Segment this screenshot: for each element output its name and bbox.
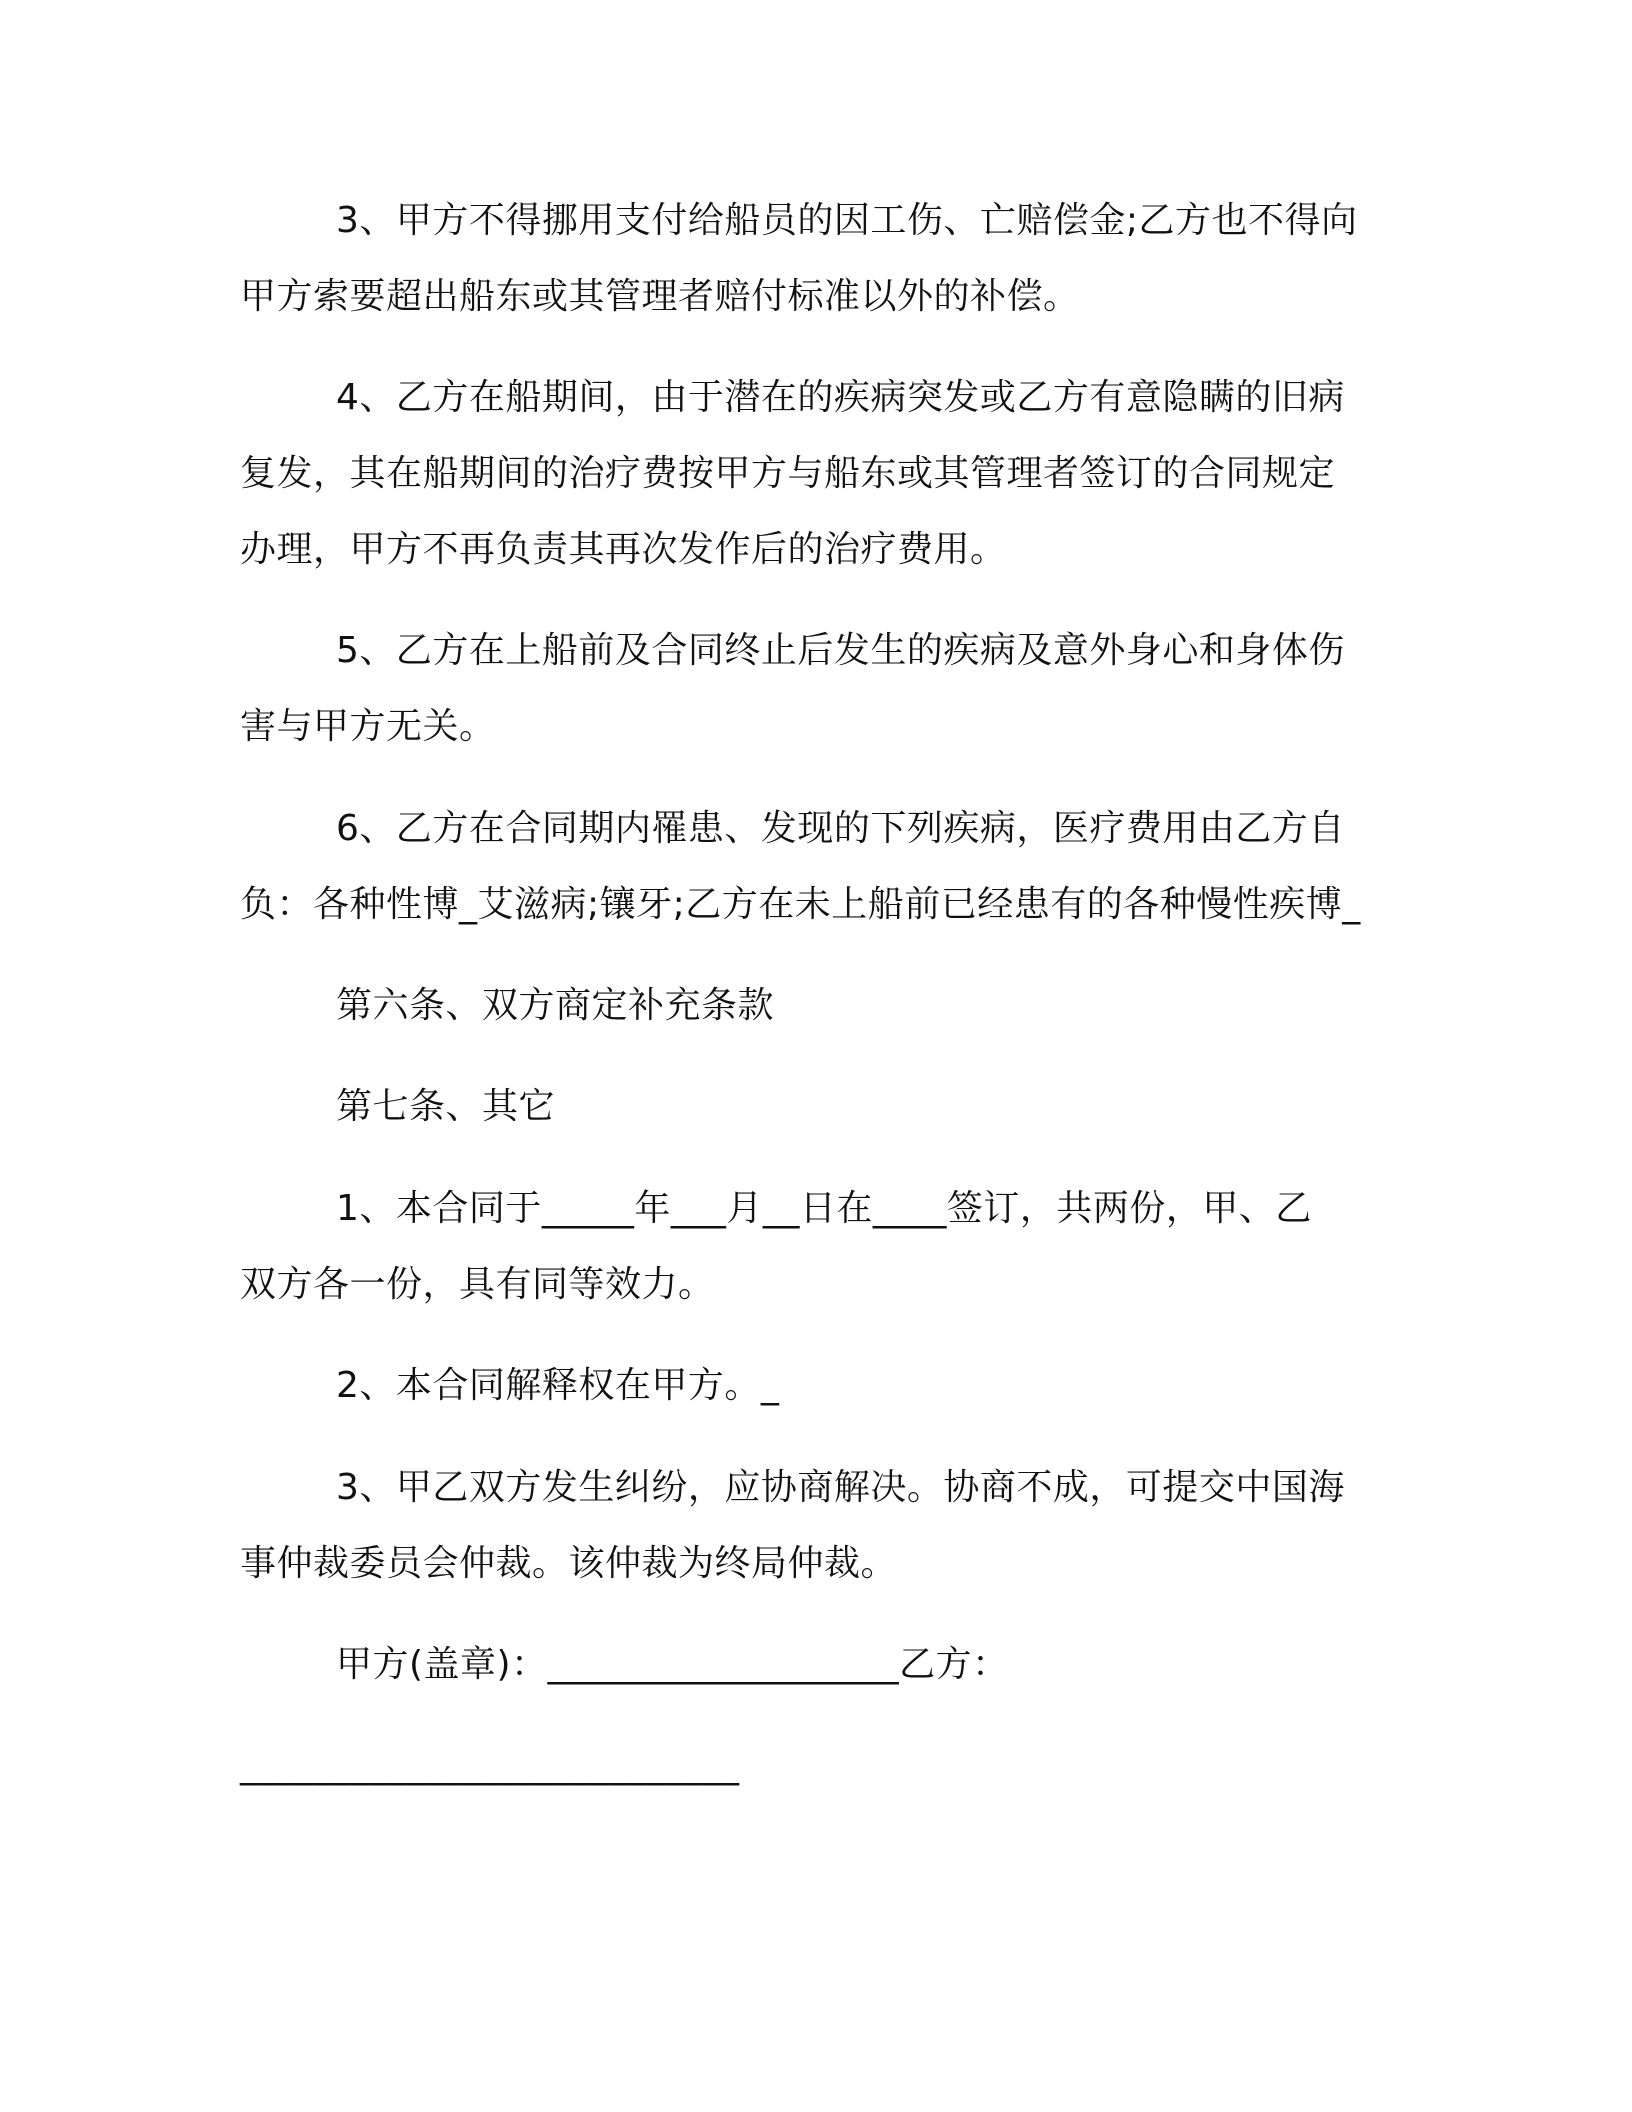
signature-line-party-a: 甲方(盖章)：___________________乙方： (336, 1644, 1009, 1685)
signature-line-party-b-blank: ___________________________ (240, 1745, 740, 1786)
article-seven-heading: 第七条、其它 (336, 1086, 556, 1127)
clause-4-line-2: 复发，其在船期间的治疗费按甲方与船东或其管理者签订的合同规定 (240, 453, 1336, 494)
clause-4-line-3: 办理，甲方不再负责其再次发作后的治疗费用。 (240, 529, 1007, 570)
clause-4-line-1: 4、乙方在船期间，由于潜在的疾病突发或乙方有意隐瞒的旧病 (336, 377, 1345, 418)
article-seven-clause-3-line-1: 3、甲乙双方发生纠纷，应协商解决。协商不成，可提交中国海 (336, 1467, 1345, 1508)
article-six-heading: 第六条、双方商定补充条款 (336, 985, 775, 1026)
clause-6-line-2: 负：各种性博_艾滋病;镶牙;乙方在未上船前已经患有的各种慢性疾博_ (240, 884, 1361, 925)
article-seven-clause-2: 2、本合同解释权在甲方。_ (336, 1365, 780, 1406)
clause-3-line-2: 甲方索要超出船东或其管理者赔付标准以外的补偿。 (240, 276, 1080, 317)
clause-5-line-2: 害与甲方无关。 (240, 706, 496, 747)
clause-3-line-1: 3、甲方不得挪用支付给船员的因工伤、亡赔偿金;乙方也不得向 (336, 200, 1358, 241)
clause-5-line-1: 5、乙方在上船前及合同终止后发生的疾病及意外身心和身体伤 (336, 630, 1345, 671)
article-seven-clause-1-line-2: 双方各一份，具有同等效力。 (240, 1264, 715, 1305)
article-seven-clause-1-line-1: 1、本合同于_____年___月__日在____签订，共两份，甲、乙 (336, 1188, 1312, 1229)
article-seven-clause-3-line-2: 事仲裁委员会仲裁。该仲裁为终局仲裁。 (240, 1543, 898, 1584)
clause-6-line-1: 6、乙方在合同期内罹患、发现的下列疾病，医疗费用由乙方自 (336, 808, 1345, 849)
